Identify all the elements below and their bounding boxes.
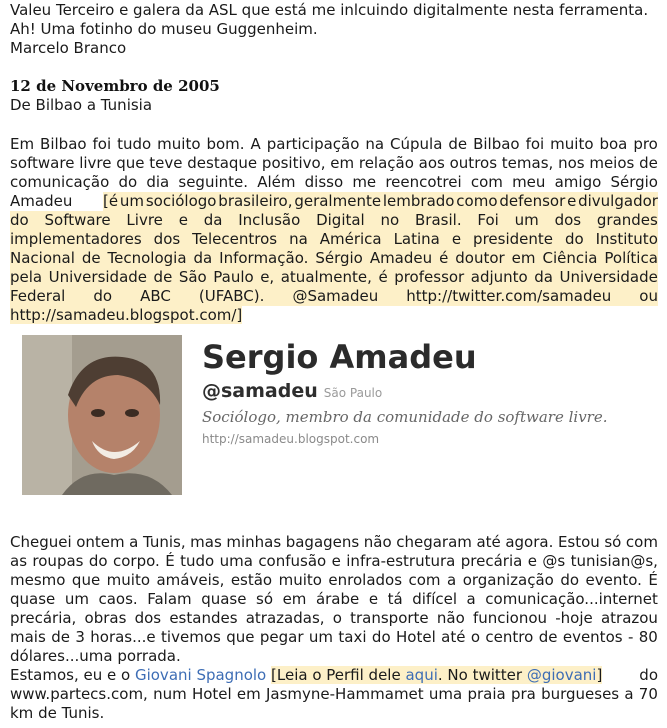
word: livre: [79, 154, 112, 172]
word: atrazadas,: [245, 609, 325, 627]
para1-hl-line-3: [10, 249, 658, 268]
word: e: [527, 552, 537, 570]
word: chegaram: [396, 533, 472, 551]
word: da: [203, 211, 223, 229]
word: atrazou: [600, 609, 658, 627]
para3-text-d: ]: [596, 666, 603, 684]
word: brasileiro,: [218, 192, 293, 210]
word: com: [470, 173, 503, 191]
para3-text-e: do: [639, 666, 658, 684]
para2-last-line: dólares...uma porrada.: [10, 647, 181, 665]
word: Telecentros: [192, 230, 278, 248]
para2-line-6: [10, 628, 658, 647]
word: dos: [134, 609, 162, 627]
word: amigo: [554, 173, 602, 191]
word: que: [226, 628, 255, 646]
word: me: [352, 173, 377, 191]
word: só: [256, 590, 274, 608]
giovani-twitter-link[interactable]: @giovani: [526, 666, 597, 684]
word: que: [71, 571, 101, 589]
word: centro: [485, 628, 534, 646]
para3-text-c: . No twitter: [437, 666, 523, 684]
para3-text-b: [Leia o Perfil dele: [271, 666, 401, 684]
post-subtitle: De Bilbao a Tunisia: [10, 96, 153, 114]
word: um: [64, 590, 89, 608]
word: defensor: [499, 192, 566, 210]
word: só: [604, 533, 622, 551]
word: transporte: [350, 609, 429, 627]
para3-line-2: [10, 685, 658, 704]
word: nos: [558, 154, 585, 172]
word: tunisian@s,: [570, 552, 658, 570]
word: praia: [467, 685, 506, 703]
word: comunicação: [10, 173, 110, 191]
word: tudo: [180, 552, 215, 570]
word: da: [193, 249, 213, 267]
word: corpo.: [113, 552, 160, 570]
word: Política: [604, 249, 658, 267]
para3-line-1-left: [10, 666, 602, 685]
word: funcionou: [472, 609, 548, 627]
word: Bilbao: [40, 135, 87, 153]
word: É: [648, 571, 658, 589]
word: [é: [103, 192, 119, 210]
word: É: [165, 552, 175, 570]
word: Sérgio: [315, 249, 363, 267]
word: Federal: [10, 287, 66, 305]
word: Jasmyne-Hammamet: [265, 685, 424, 703]
word: não: [436, 609, 465, 627]
word: Informação.: [219, 249, 309, 267]
word: até: [441, 628, 466, 646]
word: Tecnologia: [107, 249, 187, 267]
word: Estou: [557, 533, 600, 551]
word: 3: [75, 628, 85, 646]
word: confusão: [258, 552, 327, 570]
word: dia: [146, 173, 170, 191]
word: de: [448, 135, 468, 153]
word: Falam: [147, 590, 192, 608]
word: a: [624, 685, 634, 703]
word: @s: [542, 552, 566, 570]
word: Além: [257, 173, 296, 191]
word: minhas: [226, 533, 282, 551]
para1-line-2: [10, 154, 658, 173]
word: Foi: [477, 211, 499, 229]
word: presidente: [473, 230, 553, 248]
word: foi: [525, 135, 545, 153]
word: Digital: [316, 211, 365, 229]
word: com: [408, 571, 441, 589]
word: um: [514, 211, 539, 229]
word: da: [534, 268, 553, 286]
para1-line-3: [10, 173, 658, 192]
word: Universidade: [48, 268, 148, 286]
word: e: [567, 192, 577, 210]
word: mesmo: [10, 571, 66, 589]
profile-location: São Paulo: [323, 386, 383, 400]
word: em: [511, 249, 536, 267]
para1-hl-line-2: [10, 230, 658, 249]
word: e,: [260, 268, 275, 286]
para3-highlight: [271, 666, 602, 684]
word: Cheguei: [10, 533, 72, 551]
word: pra: [510, 685, 536, 703]
word: Latina: [393, 230, 440, 248]
word: positivo,: [261, 154, 326, 172]
word: como: [456, 192, 498, 210]
word: precária: [460, 552, 523, 570]
word: taxi: [338, 628, 367, 646]
word: o: [332, 609, 342, 627]
para3-text-a: Estamos, eu e o: [10, 666, 131, 684]
word: pela: [10, 268, 43, 286]
para1-line-4: [10, 192, 658, 211]
word: quase: [201, 590, 247, 608]
word: eventos: [562, 628, 623, 646]
word: Universidade: [559, 268, 658, 286]
profile-handle-row: [202, 380, 382, 402]
word: muito: [106, 571, 151, 589]
word: relação: [358, 154, 414, 172]
word: do: [564, 230, 584, 248]
word: divulgador: [578, 192, 658, 210]
word: amáveis,: [156, 571, 225, 589]
word: seguinte.: [178, 173, 249, 191]
word: um: [308, 628, 334, 646]
profile-photo: [22, 335, 182, 495]
word: adjunto: [470, 268, 528, 286]
word: do: [10, 211, 29, 229]
word: mais: [10, 628, 46, 646]
word: outros: [449, 154, 498, 172]
word: agora.: [505, 533, 554, 551]
word: até: [476, 533, 501, 551]
word: Nacional: [10, 249, 75, 267]
word: Cúpula: [390, 135, 443, 153]
word: do: [118, 173, 138, 191]
word: Livre: [126, 211, 163, 229]
word: Sérgio: [610, 173, 658, 191]
word: aos: [418, 154, 445, 172]
word: burgueses: [541, 685, 620, 703]
word: São: [178, 268, 207, 286]
word: implementadores: [10, 230, 142, 248]
word: Paulo: [213, 268, 254, 286]
word: em: [236, 685, 261, 703]
word: dos: [554, 211, 582, 229]
profile-card: [22, 332, 642, 494]
para3-line-3: km de Tunis.: [10, 704, 105, 722]
word: Em: [10, 135, 35, 153]
word: do: [560, 571, 580, 589]
para3-line-1: [10, 666, 658, 685]
word: professor: [394, 268, 465, 286]
word: que: [116, 154, 145, 172]
word: pegar: [259, 628, 304, 646]
word: lembrado: [382, 192, 455, 210]
word: e: [178, 211, 188, 229]
intro-line-2: Ah! Uma fotinho do museu Guggenheim.: [10, 20, 318, 38]
word: e: [368, 590, 379, 608]
word: e: [451, 230, 462, 248]
word: a: [129, 533, 139, 551]
profile-bio: Sociólogo, membro da comunidade do software livre.: [202, 408, 608, 426]
word: Instituto: [595, 230, 658, 248]
word: Amadeu: [369, 249, 433, 267]
para2-line-3: [10, 571, 658, 590]
word: de: [153, 268, 173, 286]
word: um: [119, 192, 145, 210]
word: uma: [219, 552, 253, 570]
word: 80: [638, 628, 658, 646]
word: tá: [387, 590, 403, 608]
word: sociólogo: [145, 192, 217, 210]
word: boa: [599, 135, 628, 153]
word: @Samadeu: [292, 287, 379, 305]
word: em: [282, 590, 307, 608]
para2-line-5: [10, 609, 658, 628]
word: http://twitter.com/samadeu: [406, 287, 612, 305]
word: infra-estrutura: [346, 552, 456, 570]
word: obras: [84, 609, 127, 627]
profile-name: Sergio Amadeu: [202, 338, 477, 376]
aqui-link[interactable]: aqui: [405, 666, 438, 684]
word: comunicação...internet: [485, 590, 658, 608]
word: ABC: [140, 287, 171, 305]
word: grandes: [596, 211, 658, 229]
word: árabe: [315, 590, 360, 608]
word: uma: [428, 685, 463, 703]
word: www.partecs.com,: [10, 685, 148, 703]
word: difícel: [412, 590, 457, 608]
word: do: [88, 552, 108, 570]
word: com: [625, 533, 658, 551]
word: dos: [153, 230, 181, 248]
profile-handle: @samadeu: [202, 380, 318, 402]
giovani-spagnolo-link[interactable]: Giovani Spagnolo: [134, 666, 267, 684]
word: num: [153, 685, 187, 703]
word: do: [93, 287, 113, 305]
word: meios: [589, 154, 635, 172]
word: disso: [304, 173, 344, 191]
word: (UFABC).: [198, 287, 265, 305]
word: muito: [157, 135, 201, 153]
word: horas...e: [90, 628, 156, 646]
word: muito: [550, 135, 594, 153]
word: A: [250, 135, 261, 153]
word: Inclusão: [238, 211, 301, 229]
word: não: [363, 533, 392, 551]
para1-line-1: [10, 135, 658, 154]
word: de: [51, 628, 70, 646]
word: 70: [638, 685, 658, 703]
word: é: [378, 268, 388, 286]
word: software: [10, 154, 75, 172]
word: América: [319, 230, 382, 248]
word: estandes: [169, 609, 238, 627]
word: mas: [190, 533, 222, 551]
para1-line-4-plain: Amadeu: [10, 192, 73, 210]
word: evento.: [585, 571, 642, 589]
word: de: [538, 628, 558, 646]
word: em: [330, 154, 355, 172]
word: geralmente: [294, 192, 382, 210]
word: o: [470, 628, 481, 646]
word: a: [466, 590, 476, 608]
word: de: [81, 249, 101, 267]
word: -: [627, 628, 634, 646]
word: caos.: [98, 590, 138, 608]
word: Tunis,: [142, 533, 186, 551]
word: estão: [230, 571, 273, 589]
word: meu: [512, 173, 546, 191]
word: foi: [92, 135, 112, 153]
para2-line-2: [10, 552, 658, 571]
word: Bilbao: [473, 135, 520, 153]
para1-last-line: [10, 306, 242, 325]
para1-hl-line-1: [10, 211, 658, 230]
word: tudo: [117, 135, 152, 153]
para1-last-text: http://samadeu.blogspot.com/]: [10, 306, 243, 324]
word: a: [447, 571, 457, 589]
intro-signature: Marcelo Branco: [10, 39, 127, 57]
word: atualmente,: [280, 268, 372, 286]
word: de: [639, 154, 658, 172]
profile-photo-image: [22, 335, 182, 495]
word: muito: [278, 571, 322, 589]
word: participação: [266, 135, 360, 153]
post-date: 12 de Novembro de 2005: [10, 77, 220, 95]
word: reencotrei: [385, 173, 462, 191]
word: as: [10, 552, 28, 570]
para1-hl-line-4: [10, 268, 658, 287]
word: é: [439, 249, 449, 267]
intro-line-1: Valeu Terceiro e galera da ASL que está me inlcuindo digitalmente nesta ferramenta.: [10, 1, 649, 19]
word: pro: [633, 135, 658, 153]
word: do: [371, 628, 391, 646]
word: bom.: [206, 135, 245, 153]
word: na: [365, 135, 385, 153]
word: bagagens: [285, 533, 360, 551]
word: ou: [639, 287, 658, 305]
para2-line-4: [10, 590, 658, 609]
word: -hoje: [555, 609, 593, 627]
word: na: [289, 230, 308, 248]
word: doutor: [455, 249, 505, 267]
word: Hotel: [396, 628, 436, 646]
para1-line-4-highlight: [103, 192, 658, 211]
word: teve: [149, 154, 183, 172]
word: tivemos: [161, 628, 221, 646]
word: organização: [462, 571, 554, 589]
word: Ciência: [542, 249, 598, 267]
word: quase: [10, 590, 56, 608]
word: no: [380, 211, 400, 229]
word: precária,: [10, 609, 77, 627]
word: temas,: [501, 154, 554, 172]
para1-hl-line-5: [10, 287, 658, 306]
word: e: [331, 552, 341, 570]
profile-url: http://samadeu.blogspot.com: [202, 432, 380, 446]
word: destaque: [187, 154, 258, 172]
word: roupas: [32, 552, 84, 570]
para2-line-1: [10, 533, 658, 552]
word: Brasil.: [415, 211, 462, 229]
word: Hotel: [191, 685, 232, 703]
word: enrolados: [328, 571, 403, 589]
word: ontem: [76, 533, 125, 551]
word: Software: [44, 211, 111, 229]
